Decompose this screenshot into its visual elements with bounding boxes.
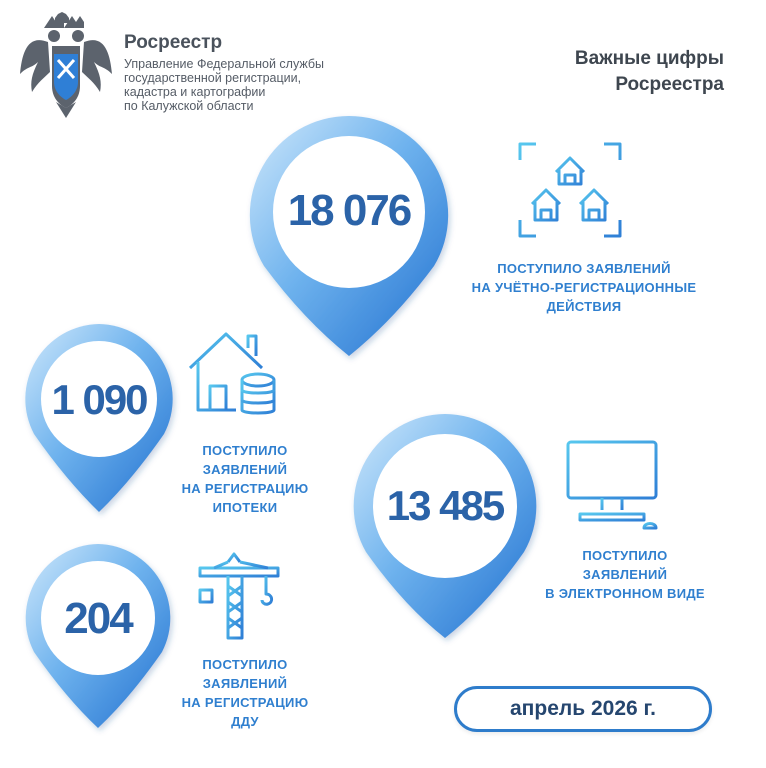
org-name: Росреестр (124, 32, 223, 53)
caption-line: ПОСТУПИЛО (582, 548, 668, 563)
page-title (575, 46, 724, 98)
caption-line: ДЕЙСТВИЯ (546, 299, 622, 314)
stat-value: 1 090 (51, 376, 147, 423)
stat-caption (150, 655, 340, 731)
caption-line: ЗАЯВЛЕНИЙ (202, 462, 288, 477)
caption-line: ЗАЯВЛЕНИЙ (202, 676, 288, 691)
caption-line: НА РЕГИСТРАЦИЮ (181, 481, 309, 496)
caption-line: ПОСТУПИЛО ЗАЯВЛЕНИЙ (497, 261, 671, 276)
caption-line: В ЭЛЕКТРОННОМ ВИДЕ (545, 586, 705, 601)
stat-value: 13 485 (386, 482, 504, 529)
stat-caption (150, 441, 340, 517)
stat-value: 18 076 (287, 186, 411, 235)
org-line: государственной регистрации, (124, 71, 302, 85)
house-coins-icon (188, 328, 280, 420)
houses-icon (518, 142, 622, 238)
stat-caption (520, 546, 730, 603)
rosreestr-emblem-icon (18, 12, 113, 122)
caption-line: ПОСТУПИЛО (202, 657, 288, 672)
stat-value: 204 (64, 594, 132, 643)
org-line: кадастра и картографии (124, 85, 266, 99)
caption-line: ПОСТУПИЛО (202, 443, 288, 458)
org-line: по Калужской области (124, 99, 254, 113)
caption-line: ЗАЯВЛЕНИЙ (582, 567, 668, 582)
computer-icon (566, 440, 664, 536)
stat-caption (444, 259, 724, 316)
caption-line: НА УЧЁТНО-РЕГИСТРАЦИОННЫЕ (471, 280, 697, 295)
title-line: Важные цифры (574, 48, 724, 69)
report-period-badge: апрель 2026 г. (454, 686, 712, 732)
title-line: Росреестра (615, 74, 724, 95)
caption-line: ИПОТЕКИ (212, 500, 278, 515)
crane-icon (198, 552, 280, 644)
caption-line: НА РЕГИСТРАЦИЮ (181, 695, 309, 710)
caption-line: ДДУ (231, 714, 259, 729)
organization-block (124, 32, 324, 113)
org-line: Управление Федеральной службы (124, 57, 324, 71)
